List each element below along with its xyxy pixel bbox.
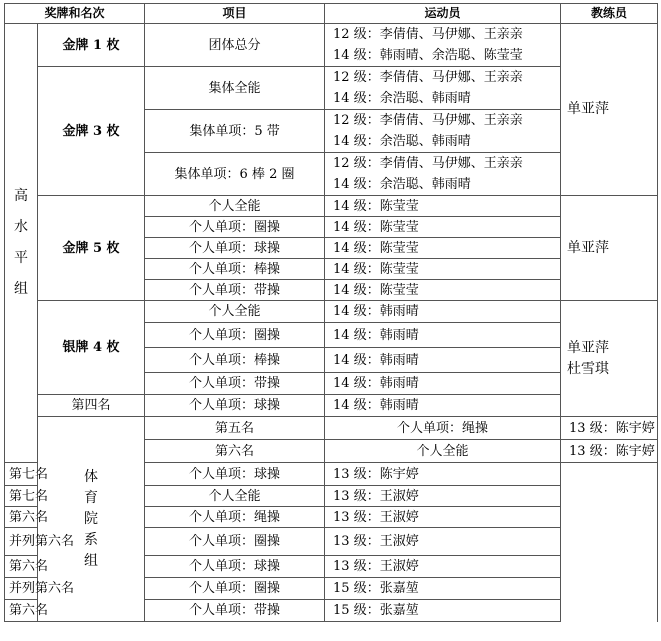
coach-cell: 单亚萍 杜雪琪	[561, 301, 658, 417]
award-cell: 金牌 1 枚	[38, 24, 145, 67]
group-label-vertical: 高 水 平 组	[14, 188, 28, 297]
event-cell: 个人全能	[325, 440, 561, 463]
event-cell: 集体单项：5 带	[145, 110, 325, 153]
athlete-cell: 14 级：陈莹莹	[325, 217, 561, 238]
event-cell: 个人单项：绳操	[145, 507, 325, 528]
athlete-cell: 12 级：李倩倩、马伊娜、王亲亲 14 级：韩雨晴、余浩聪、陈莹莹	[325, 24, 561, 67]
award-cell: 第六名	[5, 507, 38, 528]
event-cell: 个人单项：球操	[145, 463, 325, 486]
event-cell: 个人单项：球操	[145, 395, 325, 417]
header-row	[5, 4, 658, 24]
athlete-cell: 12 级：李倩倩、马伊娜、王亲亲 14 级：余浩聪、韩雨晴	[325, 67, 561, 110]
award-cell: 并列第六名	[5, 578, 38, 600]
header-athlete: 运动员	[325, 4, 561, 24]
award-cell: 金牌 3 枚	[38, 67, 145, 196]
award-cell: 并列第六名	[5, 528, 38, 556]
table-row	[5, 417, 658, 440]
athlete-cell: 13 级：王淑婷	[325, 528, 561, 556]
award-cell: 银牌 4 枚	[38, 301, 145, 395]
event-cell: 个人单项：带操	[145, 600, 325, 622]
event-cell: 个人单项：棒操	[145, 259, 325, 280]
awards-table	[4, 3, 658, 622]
athlete-cell: 13 级：王淑婷	[325, 556, 561, 578]
athlete-cell: 13 级：王淑婷	[325, 486, 561, 507]
award-cell: 第七名	[5, 463, 38, 486]
event-cell: 个人全能	[145, 486, 325, 507]
header-event: 项目	[145, 4, 325, 24]
award-cell: 第六名	[145, 440, 325, 463]
award-cell: 第六名	[5, 600, 38, 622]
athlete-cell: 14 级：陈莹莹	[325, 280, 561, 301]
athlete-cell: 12 级：李倩倩、马伊娜、王亲亲 14 级：余浩聪、韩雨晴	[325, 153, 561, 196]
event-cell: 个人单项：绳操	[325, 417, 561, 440]
athlete-cell: 13 级：陈宇婷	[561, 417, 658, 440]
table-row	[5, 395, 658, 417]
award-cell: 第四名	[38, 395, 145, 417]
header-coach: 教练员	[561, 4, 658, 24]
athlete-cell: 14 级：陈莹莹	[325, 196, 561, 217]
athlete-cell: 14 级：陈莹莹	[325, 259, 561, 280]
event-cell: 集体单项：6 棒 2 圈	[145, 153, 325, 196]
award-cell: 第五名	[145, 417, 325, 440]
award-cell: 金牌 5 枚	[38, 196, 145, 301]
athlete-cell: 14 级：韩雨晴	[325, 323, 561, 348]
athlete-cell: 13 级：陈宇婷	[561, 440, 658, 463]
group-high-level	[5, 24, 38, 463]
event-cell: 团体总分	[145, 24, 325, 67]
table-row	[5, 67, 658, 110]
table-row	[5, 196, 658, 217]
event-cell: 个人单项：圈操	[145, 528, 325, 556]
athlete-cell: 13 级：王淑婷	[325, 507, 561, 528]
table-row	[5, 24, 658, 67]
event-cell: 个人单项：带操	[145, 373, 325, 395]
athlete-cell: 15 级：张嘉堃	[325, 600, 561, 622]
event-cell: 个人单项：球操	[145, 238, 325, 259]
event-cell: 个人单项：球操	[145, 556, 325, 578]
athlete-cell: 14 级：韩雨晴	[325, 395, 561, 417]
event-cell: 个人单项：棒操	[145, 348, 325, 373]
athlete-cell: 14 级：陈莹莹	[325, 238, 561, 259]
award-cell: 第六名	[5, 556, 38, 578]
event-cell: 个人全能	[145, 301, 325, 323]
athlete-cell: 14 级：韩雨晴	[325, 348, 561, 373]
event-cell: 个人全能	[145, 196, 325, 217]
group-label-vertical: 体 育 院 系 组	[84, 468, 98, 569]
header-award: 奖牌和名次	[5, 4, 145, 24]
athlete-cell: 13 级：陈宇婷	[325, 463, 561, 486]
event-cell: 个人单项：圈操	[145, 578, 325, 600]
award-cell: 第七名	[5, 486, 38, 507]
event-cell: 个人单项：圈操	[145, 217, 325, 238]
athlete-cell: 14 级：韩雨晴	[325, 373, 561, 395]
athlete-cell: 14 级：韩雨晴	[325, 301, 561, 323]
event-cell: 集体全能	[145, 67, 325, 110]
event-cell: 个人单项：带操	[145, 280, 325, 301]
table-row	[5, 301, 658, 323]
athlete-cell: 12 级：李倩倩、马伊娜、王亲亲 14 级：余浩聪、韩雨晴	[325, 110, 561, 153]
event-cell: 个人单项：圈操	[145, 323, 325, 348]
athlete-cell: 15 级：张嘉堃	[325, 578, 561, 600]
coach-cell: 单亚萍	[561, 196, 658, 301]
coach-cell: 单亚萍	[561, 24, 658, 196]
